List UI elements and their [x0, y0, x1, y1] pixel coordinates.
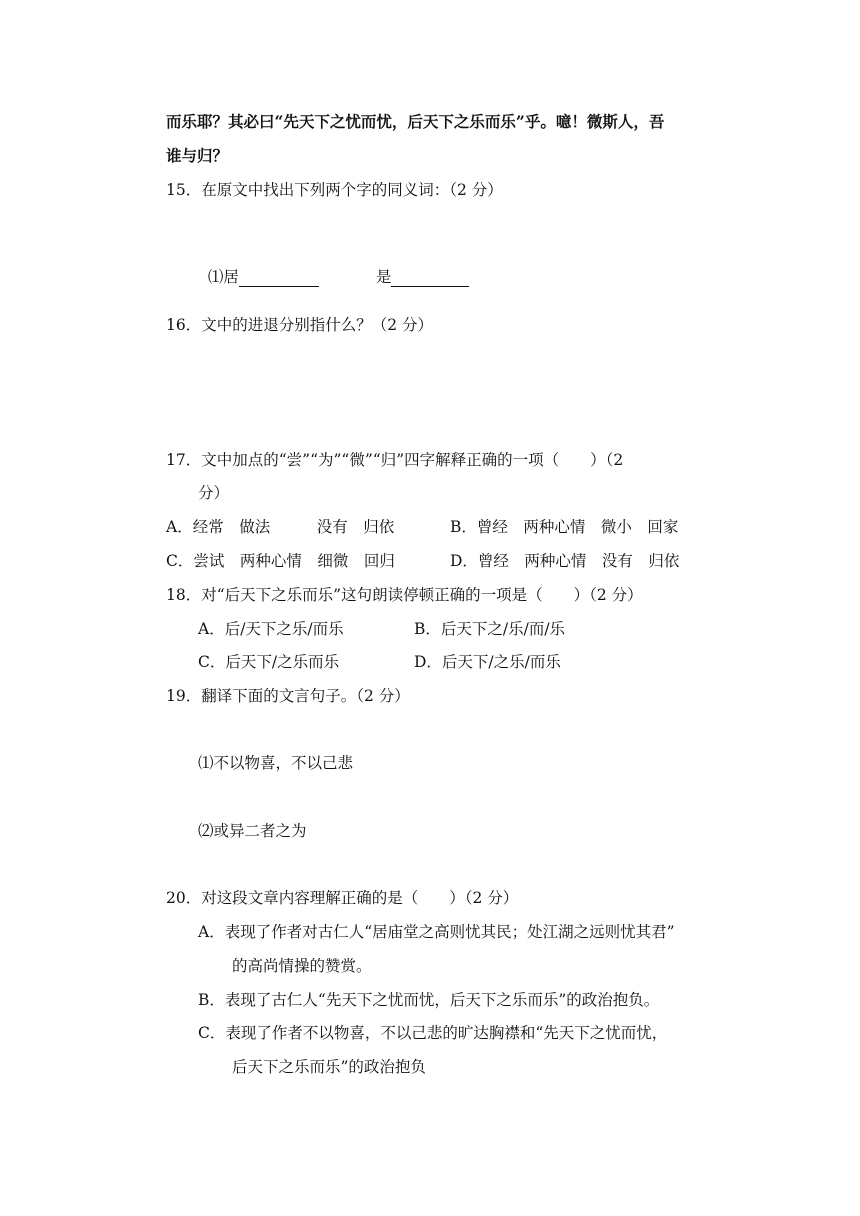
question-20-stem: 20．对这段文章内容理解正确的是（ ）（2 分）	[166, 889, 519, 907]
question-16-stem: 16．文中的进退分别指什么？（2 分）	[166, 316, 434, 334]
question-17-stem-line-2: 分）	[198, 484, 230, 502]
question-19-stem: 19．翻译下面的文言句子。（2 分）	[166, 687, 410, 705]
question-15-item-2	[366, 247, 469, 287]
question-19-item-2: ⑵或异二者之为	[198, 822, 307, 840]
question-15-item-2-label: 是	[375, 268, 392, 286]
question-20-option-c-line-2: 后天下之乐而乐”的政治抱负	[232, 1058, 426, 1076]
passage-line-1: 而乐耶？其必曰“先天下之忧而忧，后天下之乐而乐”乎。噫！微斯人，吾	[166, 112, 665, 131]
question-15-answer-blank-2[interactable]	[391, 270, 469, 287]
question-18-stem: 18．对“后天下之乐而乐”这句朗读停顿正确的一项是（ ）（2 分）	[166, 586, 643, 604]
question-15-item-1-label: ⑴居	[207, 268, 239, 286]
question-17-stem-line-1: 17．文中加点的“尝”“为”“微”“归”四字解释正确的一项（ ）（2	[166, 451, 624, 469]
question-15-answer-blank-1[interactable]	[239, 270, 319, 287]
question-18-option-b: B．后天下之/乐/而/乐	[414, 620, 566, 638]
question-18-option-d: D．后天下/之乐/而乐	[414, 653, 561, 671]
question-18-option-c: C．后天下/之乐而乐	[198, 653, 340, 671]
question-17-option-a: A．经常 做法 没有 归依	[166, 518, 395, 536]
question-15-item-1	[198, 247, 319, 287]
question-20-option-a-line-2: 的高尚情操的赞赏。	[232, 957, 372, 975]
question-20-option-b: B．表现了古仁人“先天下之忧而忧，后天下之乐而乐”的政治抱负。	[198, 991, 660, 1009]
question-18-option-a: A．后/天下之乐/而乐	[198, 620, 344, 638]
passage-line-2: 谁与归？	[166, 146, 229, 165]
question-20-option-c-line-1: C．表现了作者不以物喜，不以己悲的旷达胸襟和“先天下之忧而忧，	[198, 1024, 668, 1042]
question-17-option-d: D．曾经 两种心情 没有 归依	[450, 552, 680, 570]
question-17-option-b: B．曾经 两种心情 微小 回家	[450, 518, 679, 536]
question-17-option-c: C．尝试 两种心情 细微 回归	[166, 552, 395, 570]
question-19-item-1: ⑴不以物喜，不以己悲	[198, 754, 354, 772]
question-15-stem: 15．在原文中找出下列两个字的同义词：（2 分）	[166, 181, 503, 199]
question-20-option-a-line-1: A．表现了作者对古仁人“居庙堂之高则忧其民；处江湖之远则忧其君”	[198, 923, 675, 941]
